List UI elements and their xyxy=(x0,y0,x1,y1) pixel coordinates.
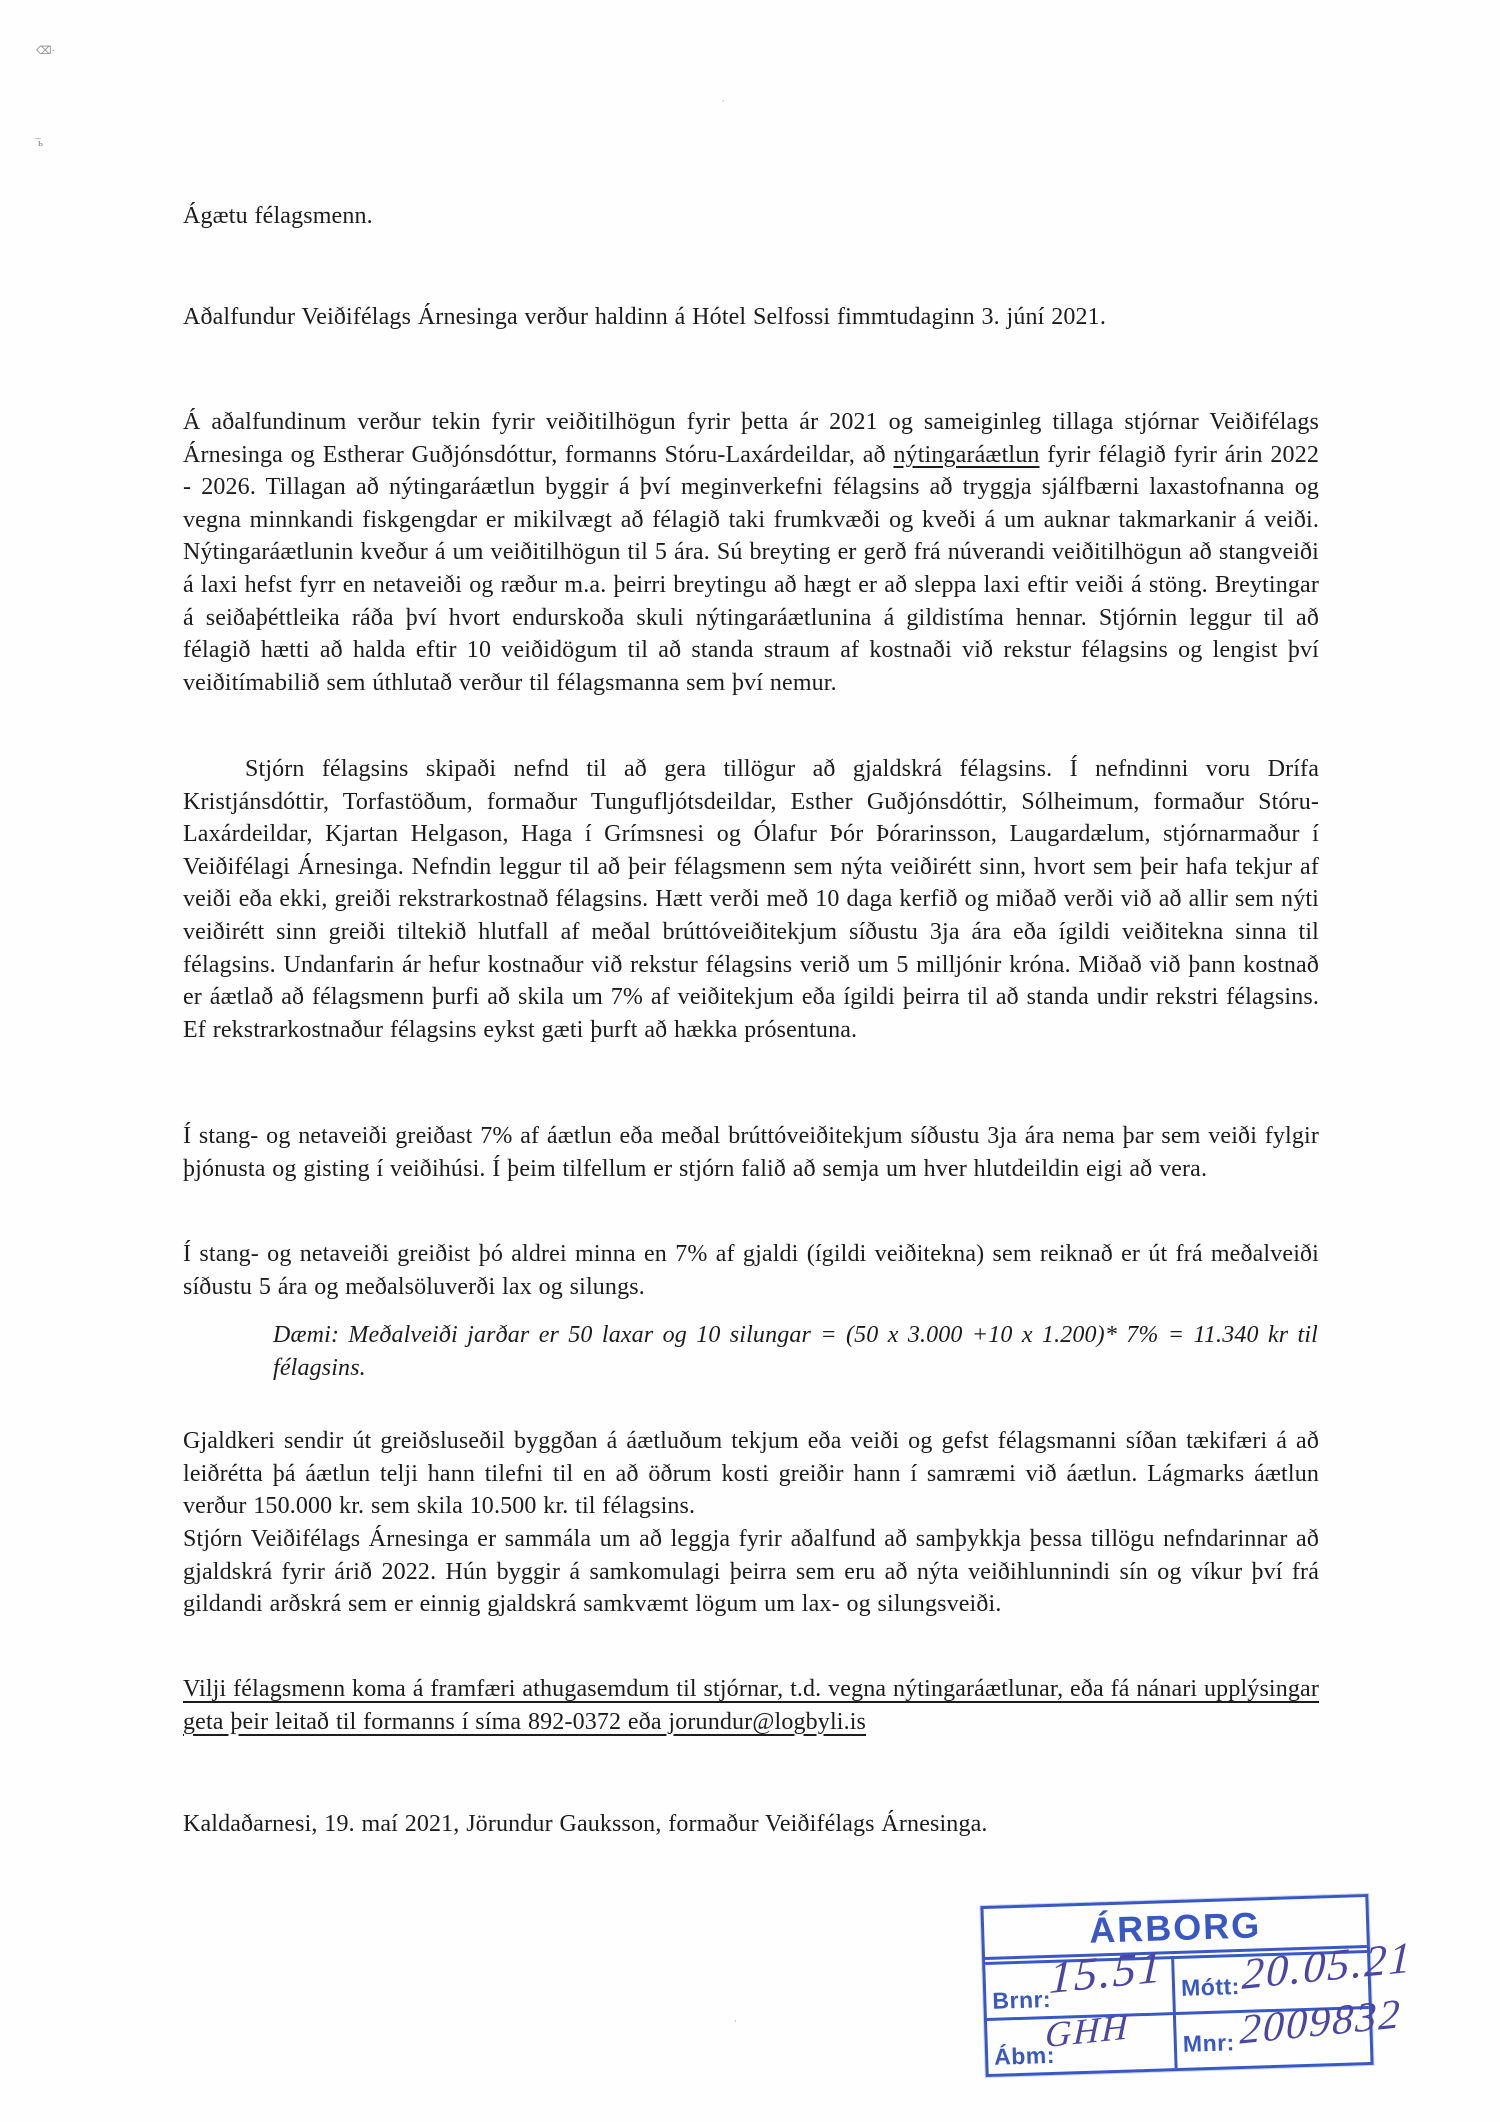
meeting-announcement: Aðalfundur Veiðifélags Árnesinga verður haldinn á Hótel Selfossi fimmtudaginn 3. júní 2021. xyxy=(183,304,1106,330)
paragraph-board-position: Stjórn Veiðifélags Árnesinga er sammála um að leggja fyrir aðalfund að samþykkja þessa tillögu nefndarinnar að gjaldskrá fyrir árið 2022. Hún byggir á samkomulagi þeirra sem eru að nýta veiðihlunnindi sín og víkur því frá gildandi arðskrá sem er einnig gjaldskrá samkvæmt lögum um lax- og silungsveiði. xyxy=(183,1526,1319,1618)
stamp-handwritten-mott: 20.05.21 xyxy=(1241,1932,1414,1999)
stamp-handwritten-brnr: 15.51 xyxy=(1048,1940,1165,2003)
stamp-label-mnr: Mnr: xyxy=(1182,2029,1236,2057)
paragraph-example: Dæmi: Meðalveiði jarðar er 50 laxar og 10 silungar = (50 x 3.000 +10 x 1.200)* 7% = 11.340 kr til félagsins. xyxy=(273,1322,1318,1381)
greeting-line: Ágætu félagsmenn. xyxy=(183,203,373,229)
agenda-text-pre: Á aðalfundinum verður tekin fyrir veiðitilhögun fyrir þetta ár 2021 og sameiginleg tillaga stjórnar Veiðifélags Árnesinga og Estherar Guðjónsdóttur, formanns Stóru-Laxárdeildar, að xyxy=(183,409,1319,468)
agenda-text-post: fyrir félagið fyrir árin 2022 - 2026. Tillagan að nýtingaráætlun byggir á því meginverkefni félagsins að tryggja sjálfbærni laxastofnanna og vegna minnkandi fiskgengdar er mikilvægt að félagið taki frumkvæði og kveði á um auknar takmarkanir á veiði. Nýtingaráætlunin kveður á um veiðitilhögun til 5 ára. Sú breyting er gerð frá núverandi veiðitilhögun að stangveiði á laxi hefst fyrr en netaveiði og ræður m.a. þeirri breytingu að hægt er að sleppa laxi eftir veiði á stöng. Breytingar á seiðaþéttleika ráða því hvort endurskoða skuli nýtingaráætlunina á gildistíma hennar. Stjórnin leggur til að félagið hætti að halda eftir 10 veiðidögum til að standa straum af kostnaði við rekstur félagsins og lengist því veiðitímabilið sem úthlutað verður til félagsmanna sem því nemur. xyxy=(183,441,1320,696)
stamp-label-abm: Ábm: xyxy=(993,2041,1056,2070)
paragraph-fees-minimum: Í stang- og netaveiði greiðist þó aldrei minna en 7% af gjaldi (ígildi veiðitekna) sem reiknað er út frá meðalveiði síðustu 5 ára og meðalsöluverði lax og silungs. xyxy=(183,1241,1319,1300)
paragraph-contact: Vilji félagsmenn koma á framfæri athugasemdum til stjórnar, t.d. vegna nýtingaráætlunar, eða fá nánari upplýsingar geta þeir leitað til formanns í síma 892-0372 eða jorundur@logbyli.is xyxy=(183,1676,1319,1735)
stamp-grid xyxy=(985,1932,1414,2074)
stamp-cell-mnr xyxy=(1176,1991,1403,2068)
arborg-receipt-stamp xyxy=(980,1894,1414,2077)
scan-speck: ̅ь xyxy=(38,137,44,149)
scan-speck: · xyxy=(722,96,725,106)
scan-speck: ⌫· xyxy=(36,45,56,57)
paragraph-invoice: Gjaldkeri sendir út greiðsluseðil byggðan á áætluðum tekjum eða veiði og gefst félagsmanni síðan tækifæri á að leiðrétta þá áætlun telji hann tilefni til en að öðrum kosti greiðir hann í samræmi við áætlun. Lágmarks áætlun verður 150.000 kr. sem skila 10.500 kr. til félagsins. xyxy=(183,1428,1319,1520)
scan-speck: · xyxy=(734,2016,737,2026)
paragraph-committee: Stjórn félagsins skipaði nefnd til að gera tillögur að gjaldskrá félagsins. Í nefndinni voru Drífa Kristjánsdóttir, Torfastöðum, formaður Tungufljótsdeildar, Esther Guðjónsdóttir, Sólheimum, formaður Stóru-Laxárdeildar, Kjartan Helgason, Haga í Grímsnesi og Ólafur Þór Þórarinsson, Laugardælum, stjórnarmaður í Veiðifélagi Árnesinga. Nefndin leggur til að þeir félagsmenn sem nýta veiðirétt sinn, hvort sem þeir hafa tekjur af veiði eða ekki, greiði rekstrarkostnað félagsins. Hætt verði með 10 daga kerfið og miðað verði við að allir sem nýti veiðirétt sinn greiði tiltekið hlutfall af meðal brúttóveiðitekjum síðustu 3ja ára eða ígildi veiðitekna sinna til félagsins. Undanfarin ár hefur kostnaður við rekstur félagsins verið um 5 milljónir króna. Miðað við þann kostnað er áætlað að félagsmenn þurfi að skila um 7% af veiðitekjum eða ígildi þeirra til að standa undir rekstri félagsins. Ef rekstrarkostnaður félagsins eykst gæti þurft að hækka prósentuna. xyxy=(183,756,1319,1043)
stamp-label-brnr: Brnr: xyxy=(991,1985,1052,2014)
paragraph-agenda xyxy=(183,406,1319,699)
paragraph-fees-general: Í stang- og netaveiði greiðast 7% af áætlun eða meðal brúttóveiðitekjum síðustu 3ja ára nema þar sem veiði fylgir þjónusta og gisting í veiðihúsi. Í þeim tilfellum er stjórn falið að semja um hver hlutdeildin eigi að vera. xyxy=(183,1123,1319,1182)
stamp-handwritten-mnr: 2009832 xyxy=(1239,1991,1403,2054)
stamp-title: ÁRBORG xyxy=(984,1897,1368,1965)
stamp-cell-abm xyxy=(987,2006,1178,2074)
stamp-label-mott: Mótt: xyxy=(1180,1973,1241,2001)
agenda-underlined-term: nýtingaráætlun xyxy=(893,441,1040,468)
stamp-frame xyxy=(980,1894,1414,2077)
stamp-handwritten-abm: GHH xyxy=(1044,2006,1131,2056)
signoff-line: Kaldaðarnesi, 19. maí 2021, Jörundur Gauksson, formaður Veiðifélags Árnesinga. xyxy=(183,1811,988,1837)
